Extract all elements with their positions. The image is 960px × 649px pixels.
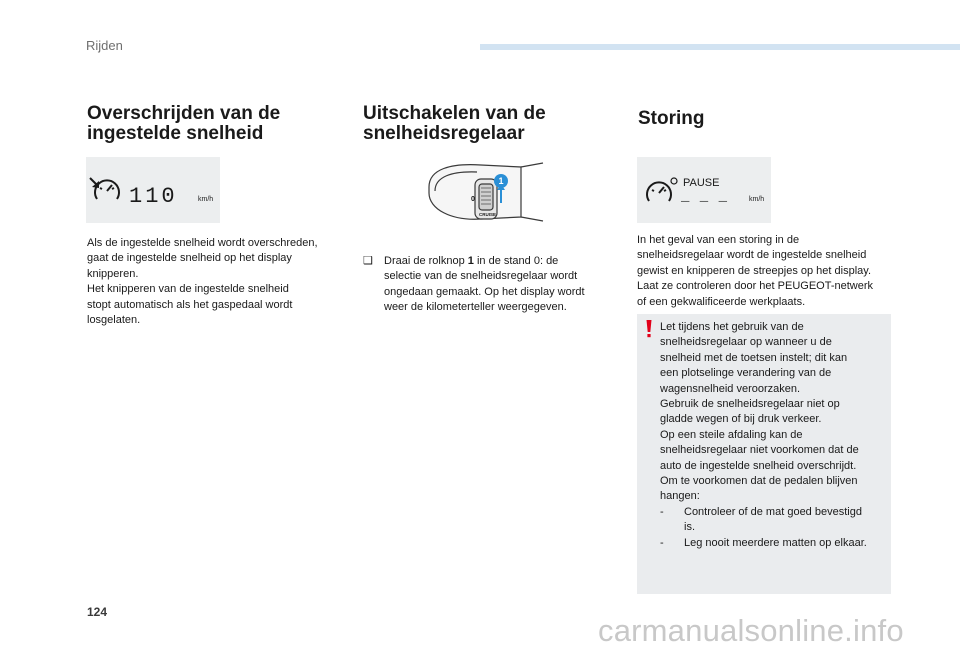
text-line: ongedaan gemaakt. Op het display wordt — [384, 285, 585, 298]
watermark: carmanualsonline.info — [598, 613, 904, 648]
speed-unit: km/h — [749, 196, 765, 203]
bullet-icon: ❑ — [363, 255, 373, 267]
text-fragment: in de stand 0: de — [473, 255, 559, 267]
overschrijden-text — [87, 236, 347, 328]
warning-line: gladde wegen of bij druk verkeer. — [660, 413, 822, 426]
cruise-switch-label: CRUISE — [479, 212, 497, 217]
section-header-bar — [480, 44, 960, 50]
text-line: In het geval van een storing in de — [637, 234, 800, 246]
section-title: Rijden — [86, 38, 123, 53]
warning-line: Om te voorkomen dat de pedalen blijven — [660, 475, 858, 488]
text-line: stopt automatisch als het gaspedaal wordt — [87, 298, 293, 311]
text-line: Als de ingestelde snelheid wordt overschreden, — [87, 237, 318, 249]
blinking-dashes: _ _ _ — [681, 189, 729, 205]
heading-storing — [638, 109, 838, 129]
uitschakelen-text — [384, 254, 614, 316]
callout-number: 1 — [498, 176, 504, 186]
text-line — [384, 254, 614, 269]
cruise-control-stalk-illustration — [421, 157, 551, 229]
heading-line: Storing — [638, 108, 705, 129]
position-zero-label: 0 — [471, 196, 475, 203]
warning-line: wagensnelheid veroorzaken. — [660, 382, 801, 395]
heading-line: ingestelde snelheid — [87, 123, 264, 144]
status-dot-icon — [671, 178, 677, 184]
warning-line: een plotselinge verandering van de — [660, 367, 832, 380]
text-line: Het knipperen van de ingestelde snelheid — [87, 283, 289, 296]
warning-line: auto de ingestelde snelheid overschrijdt. — [660, 459, 857, 472]
heading-uitschakelen — [363, 104, 623, 144]
text-line: snelheidsregelaar wordt de ingestelde snelheid — [637, 249, 867, 262]
speed-display-illustration — [86, 157, 220, 223]
text-line: gaat de ingestelde snelheid op het display — [87, 252, 292, 265]
heading-line: Overschrijden van de — [87, 103, 281, 124]
warning-line: hangen: — [660, 490, 700, 503]
text-line: of een gekwalificeerde werkplaats. — [637, 295, 806, 308]
speed-unit: km/h — [198, 196, 214, 203]
text-line: selectie van de snelheidsregelaar wordt — [384, 270, 578, 283]
set-speed-value: 110 — [129, 184, 178, 209]
storing-text — [637, 233, 897, 310]
heading-overschrijden — [87, 104, 347, 144]
heading-line: snelheidsregelaar — [363, 123, 525, 144]
text-fragment: Draai de rolknop — [384, 255, 468, 267]
warning-line: snelheidsregelaar niet voorkomen dat de — [660, 444, 859, 457]
arrow-up-icon — [90, 178, 99, 188]
text-line: knipperen. — [87, 267, 139, 280]
warning-line: Op een steile afdaling kan de — [660, 428, 803, 441]
warning-line: snelheid met de toetsen instelt; dit kan — [660, 351, 848, 364]
warning-line: is. — [684, 521, 695, 534]
page-number: 124 — [87, 605, 108, 619]
dash-marker: - — [660, 505, 664, 518]
warning-list-item — [660, 505, 885, 536]
dash-marker: - — [660, 536, 664, 549]
warning-list-item — [660, 536, 885, 551]
text-line: losgelaten. — [87, 314, 141, 327]
warning-line: Leg nooit meerdere matten op elkaar. — [684, 536, 867, 549]
speedometer-icon — [647, 182, 671, 201]
pause-status: PAUSE — [683, 177, 720, 189]
knob-number: 1 — [467, 255, 474, 267]
text-line: gewist en knipperen de streepjes op het display. — [637, 264, 871, 277]
warning-line: Gebruik de snelheidsregelaar niet op — [660, 398, 840, 411]
warning-text — [660, 320, 885, 551]
warning-line: snelheidsregelaar op wanneer u de — [660, 336, 832, 349]
text-line: weer de kilometerteller weergegeven. — [384, 301, 567, 314]
heading-line: Uitschakelen van de — [363, 103, 546, 124]
exclamation-warning-icon — [645, 320, 653, 338]
text-line: Laat ze controleren door het PEUGEOT-netwerk — [637, 280, 874, 293]
warning-line: Let tijdens het gebruik van de — [660, 321, 804, 333]
warning-line: Controleer of de mat goed bevestigd — [684, 505, 862, 518]
pause-display-illustration — [637, 157, 771, 223]
